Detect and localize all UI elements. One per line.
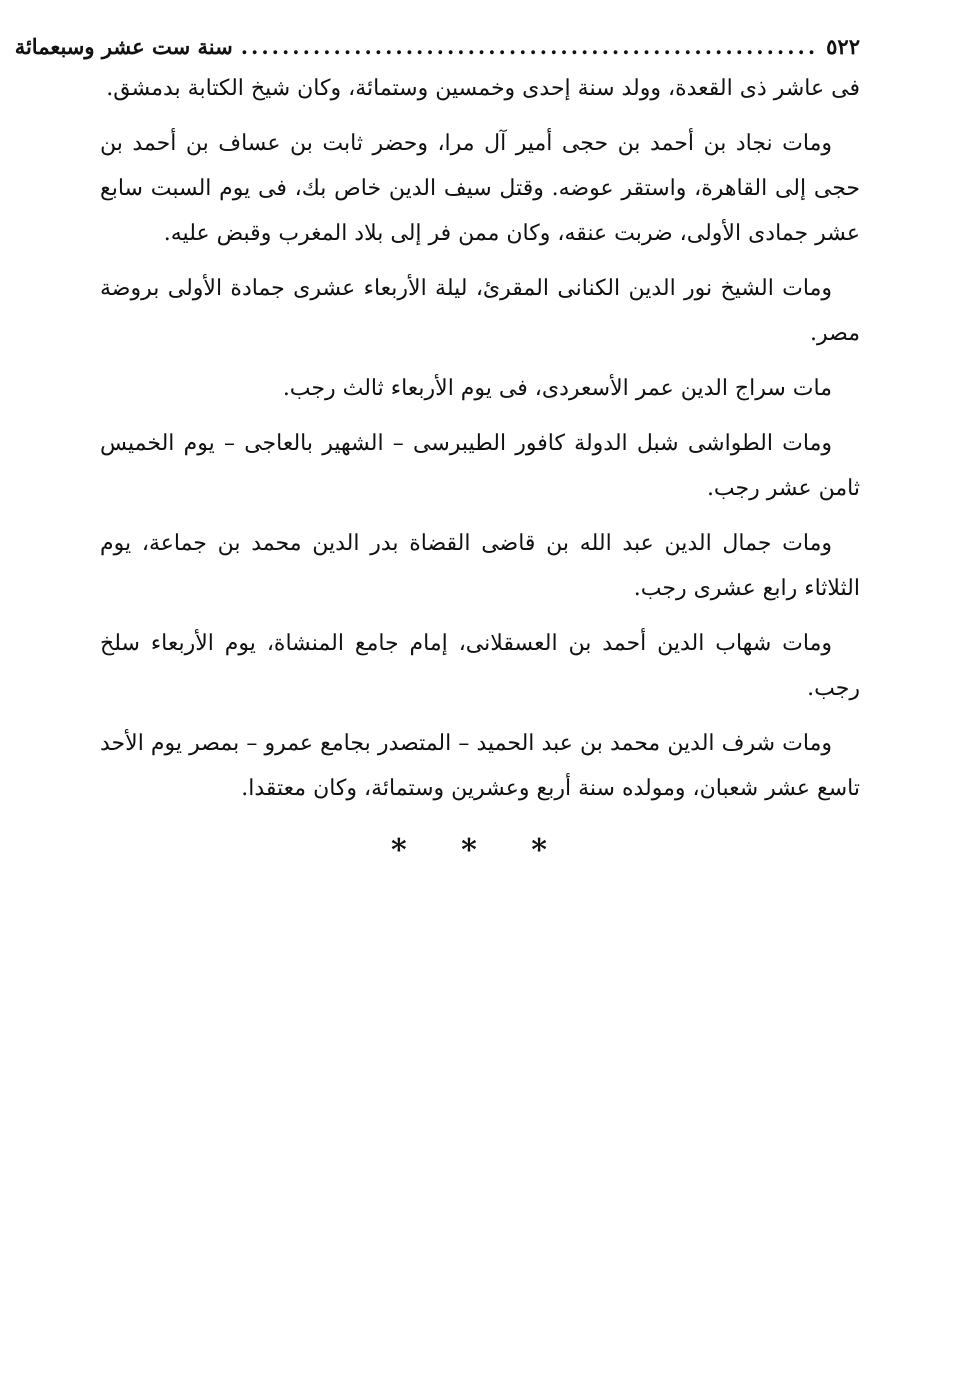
running-title: سنة ست عشر وسبعمائة: [14, 34, 233, 59]
page-body: [14, 30, 860, 868]
paragraph-siraj-al-din: مات سراج الدين عمر الأسعردى، فى يوم الأربعاء ثالث رجب.: [282, 376, 832, 401]
paragraph-jamal-al-din: ومات جمال الدين عبد الله بن قاضى القضاة بدر الدين محمد بن جماعة، يوم الثلاثاء رابع عشرى رجب.: [100, 531, 860, 601]
paragraph-nur-al-din: ومات الشيخ نور الدين الكنانى المقرئ، ليلة الأربعاء عشرى جمادة الأولى بروضة مصر.: [100, 276, 860, 346]
running-header: [14, 30, 860, 64]
paragraph-sharaf-al-din: ومات شرف الدين محمد بن عبد الحميد – المتصدر بجامع عمرو – بمصر يوم الأحد تاسع عشر شعبان، ومولده سنة أربع وعشرين وستمائة، وكان معتقدا.: [100, 731, 860, 801]
page-number: ٥٢٢: [826, 34, 860, 59]
leader-dots: ........................................................: [240, 34, 819, 59]
paragraph-continued: فى عاشر ذى القعدة، وولد سنة إحدى وخمسين وستمائة، وكان شيخ الكتابة بدمشق.: [106, 76, 860, 101]
paragraph-shihab-al-din: ومات شهاب الدين أحمد بن العسقلانى، إمام جامع المنشاة، يوم الأربعاء سلخ رجب.: [100, 631, 860, 701]
paragraph-kafur: ومات الطواشى شبل الدولة كافور الطيبرسى – الشهير بالعاجى – يوم الخميس ثامن عشر رجب.: [100, 431, 860, 501]
paragraph-najjad: ومات نجاد بن أحمد بن حجى أمير آل مرا، وحضر ثابت بن عساف بن أحمد بن حجى إلى القاهرة، واستقر عوضه. وقتل سيف الدين خاص بك، فى يوم السبت سابع عشر جمادى الأولى، ضربت عنقه، وكان ممن فر إلى بلاد المغرب وقبض عليه.: [100, 131, 860, 246]
section-separator: * * *: [391, 833, 569, 868]
